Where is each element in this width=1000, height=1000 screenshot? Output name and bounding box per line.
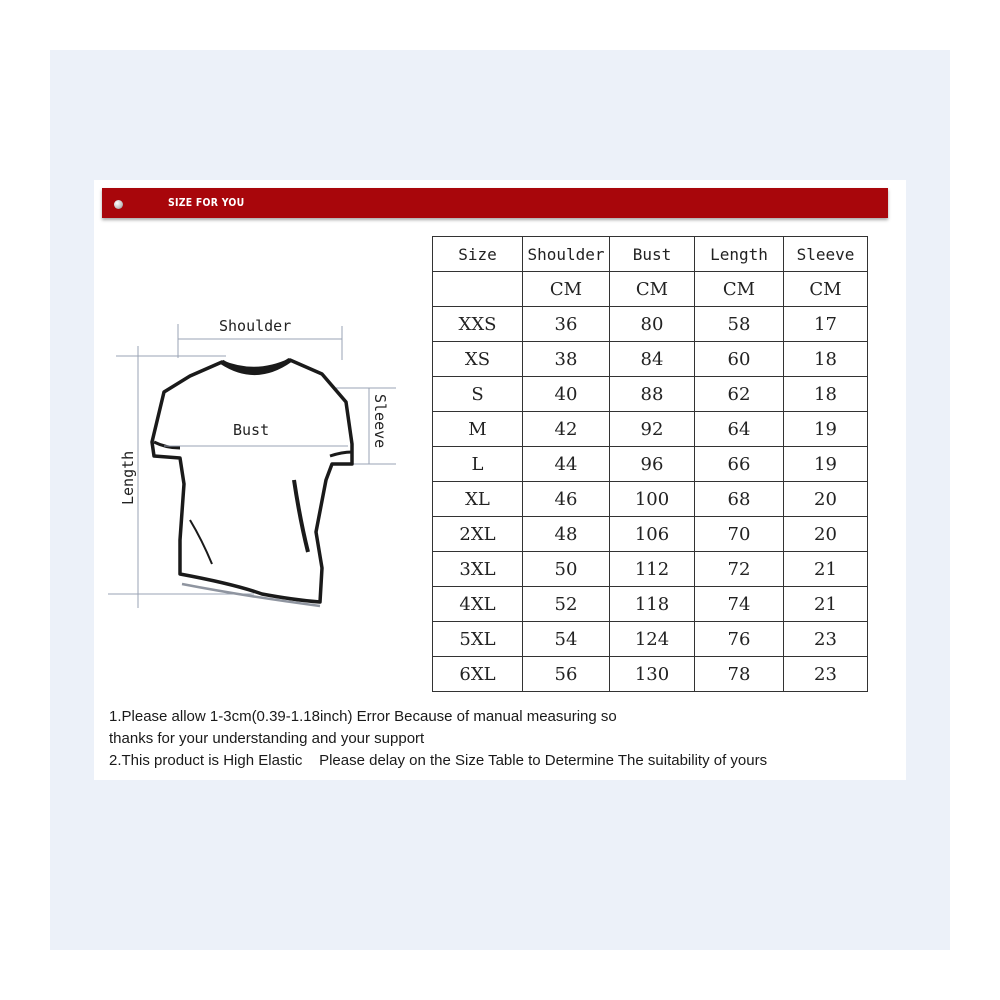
size-cell: 5XL (433, 622, 523, 657)
measurement-cell: 42 (523, 412, 610, 447)
unit-cell: CM (523, 272, 610, 307)
measurement-cell: 46 (523, 482, 610, 517)
table-row (433, 587, 868, 622)
shoulder-label: Shoulder (219, 317, 292, 335)
banner-title: SIZE FOR YOU (168, 196, 245, 209)
measurement-cell: 72 (695, 552, 784, 587)
measurement-cell: 124 (610, 622, 695, 657)
measurement-cell: 52 (523, 587, 610, 622)
header-shoulder: Shoulder (523, 237, 610, 272)
table-row (433, 657, 868, 692)
size-cell: M (433, 412, 523, 447)
measurement-cell: 18 (784, 377, 868, 412)
table-row (433, 377, 868, 412)
measurement-cell: 40 (523, 377, 610, 412)
size-cell: XS (433, 342, 523, 377)
measurement-cell: 20 (784, 517, 868, 552)
measurement-cell: 19 (784, 412, 868, 447)
size-cell: 6XL (433, 657, 523, 692)
measurement-cell: 18 (784, 342, 868, 377)
note-line: 2.This product is High Elastic Please delay on the Size Table to Determine The suitability of yours (109, 752, 768, 769)
measurement-cell: 92 (610, 412, 695, 447)
size-cell: 3XL (433, 552, 523, 587)
measurement-cell: 21 (784, 552, 868, 587)
table-body (433, 272, 868, 692)
unit-cell: CM (695, 272, 784, 307)
measurement-cell: 56 (523, 657, 610, 692)
table-row (433, 552, 868, 587)
size-notes (109, 706, 767, 772)
measurement-cell: 17 (784, 307, 868, 342)
note-line: thanks for your understanding and your support (109, 730, 425, 747)
measurement-cell: 80 (610, 307, 695, 342)
measurement-cell: 62 (695, 377, 784, 412)
sleeve-label: Sleeve (371, 394, 389, 449)
measurement-cell: 130 (610, 657, 695, 692)
measurement-cell: 66 (695, 447, 784, 482)
measurement-cell: 36 (523, 307, 610, 342)
measurement-cell: 106 (610, 517, 695, 552)
table-row (433, 307, 868, 342)
measurement-cell: 76 (695, 622, 784, 657)
table-row (433, 412, 868, 447)
size-cell: 2XL (433, 517, 523, 552)
measurement-cell: 48 (523, 517, 610, 552)
table-row (433, 447, 868, 482)
measurement-cell: 44 (523, 447, 610, 482)
tshirt-measurement-diagram (94, 180, 424, 620)
size-cell: XL (433, 482, 523, 517)
measurement-cell: 70 (695, 517, 784, 552)
measurement-cell: 118 (610, 587, 695, 622)
size-cell: S (433, 377, 523, 412)
table-header-row (433, 237, 868, 272)
measurement-cell: 19 (784, 447, 868, 482)
measurement-cell: 84 (610, 342, 695, 377)
unit-cell: CM (784, 272, 868, 307)
measurement-cell: 74 (695, 587, 784, 622)
size-chart-card (94, 180, 906, 780)
measurement-cell: 100 (610, 482, 695, 517)
measurement-cell: 21 (784, 587, 868, 622)
length-label: Length (119, 450, 137, 505)
table-row (433, 622, 868, 657)
header-bust: Bust (610, 237, 695, 272)
measurement-cell: 23 (784, 657, 868, 692)
measurement-cell: 96 (610, 447, 695, 482)
table-row (433, 342, 868, 377)
measurement-cell: 23 (784, 622, 868, 657)
measurement-cell: 64 (695, 412, 784, 447)
measurement-cell: 20 (784, 482, 868, 517)
bust-label: Bust (233, 421, 270, 439)
note-line: 1.Please allow 1-3cm(0.39-1.18inch) Error Because of manual measuring so (109, 708, 617, 725)
measurement-cell: 88 (610, 377, 695, 412)
header-sleeve: Sleeve (784, 237, 868, 272)
size-cell: XXS (433, 307, 523, 342)
tshirt-icon (152, 360, 352, 606)
measurement-cell: 50 (523, 552, 610, 587)
size-table (432, 236, 868, 692)
unit-cell (433, 272, 523, 307)
header-size: Size (433, 237, 523, 272)
table-row (433, 482, 868, 517)
measurement-cell: 78 (695, 657, 784, 692)
measurement-cell: 68 (695, 482, 784, 517)
size-cell: L (433, 447, 523, 482)
size-cell: 4XL (433, 587, 523, 622)
measurement-cell: 60 (695, 342, 784, 377)
measurement-cell: 38 (523, 342, 610, 377)
header-length: Length (695, 237, 784, 272)
measurement-cell: 58 (695, 307, 784, 342)
table-row (433, 517, 868, 552)
measurement-cell: 112 (610, 552, 695, 587)
units-row (433, 272, 868, 307)
measurement-cell: 54 (523, 622, 610, 657)
unit-cell: CM (610, 272, 695, 307)
